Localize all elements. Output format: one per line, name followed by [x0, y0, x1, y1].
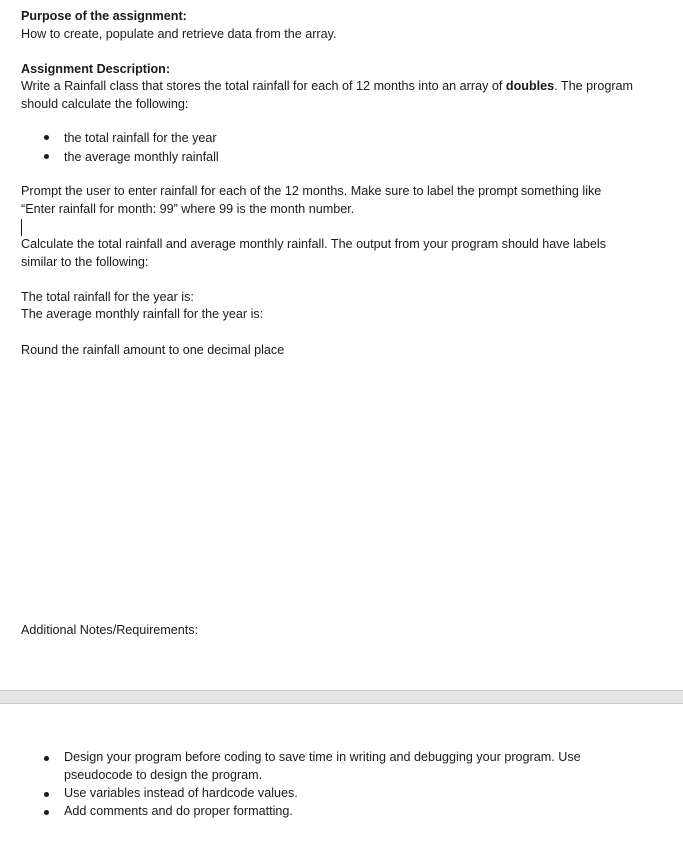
description-line-2: should calculate the following:: [21, 97, 189, 111]
output-label-total: The total rainfall for the year is:: [21, 290, 194, 304]
additional-notes-heading: Additional Notes/Requirements:: [21, 623, 199, 637]
description-heading: Assignment Description:: [21, 62, 171, 76]
bullet-dot: [44, 792, 49, 797]
prompt-paragraph-line-2: “Enter rainfall for month: 99” where 99 is the month number.: [21, 202, 355, 216]
description-line-1-start: Write a Rainfall class that stores the total rainfall for each of 12 months into an array of: [21, 79, 506, 93]
bullet-average-rainfall: the average monthly rainfall: [64, 150, 219, 164]
bullet-dot: [44, 810, 49, 815]
prompt-paragraph-line-1: Prompt the user to enter rainfall for each of the 12 months. Make sure to label the prompt something like: [21, 184, 602, 198]
note-design-line-2: pseudocode to design the program.: [64, 768, 263, 782]
purpose-heading: Purpose of the assignment:: [21, 9, 187, 23]
bullet-dot: [44, 154, 49, 159]
document-page-2[interactable]: [0, 704, 683, 849]
text-cursor: [21, 219, 22, 236]
bullet-dot: [44, 756, 49, 761]
purpose-text: How to create, populate and retrieve data from the array.: [21, 27, 337, 41]
description-line-1: [21, 77, 633, 95]
calc-paragraph-line-1: Calculate the total rainfall and average monthly rainfall. The output from your program should have labels: [21, 237, 607, 251]
output-label-average: The average monthly rainfall for the year is:: [21, 307, 264, 321]
note-variables: Use variables instead of hardcode values.: [64, 786, 298, 800]
calc-paragraph-line-2: similar to the following:: [21, 255, 149, 269]
page-break: [0, 690, 683, 704]
bullet-total-rainfall: the total rainfall for the year: [64, 131, 217, 145]
rounding-instruction: Round the rainfall amount to one decimal place: [21, 343, 285, 357]
bullet-dot: [44, 135, 49, 140]
note-comments: Add comments and do proper formatting.: [64, 804, 293, 818]
description-line-1-end: . The program: [554, 79, 634, 93]
note-design-line-1: Design your program before coding to save time in writing and debugging your program. Use: [64, 750, 581, 764]
description-bold-term: doubles: [505, 79, 555, 93]
